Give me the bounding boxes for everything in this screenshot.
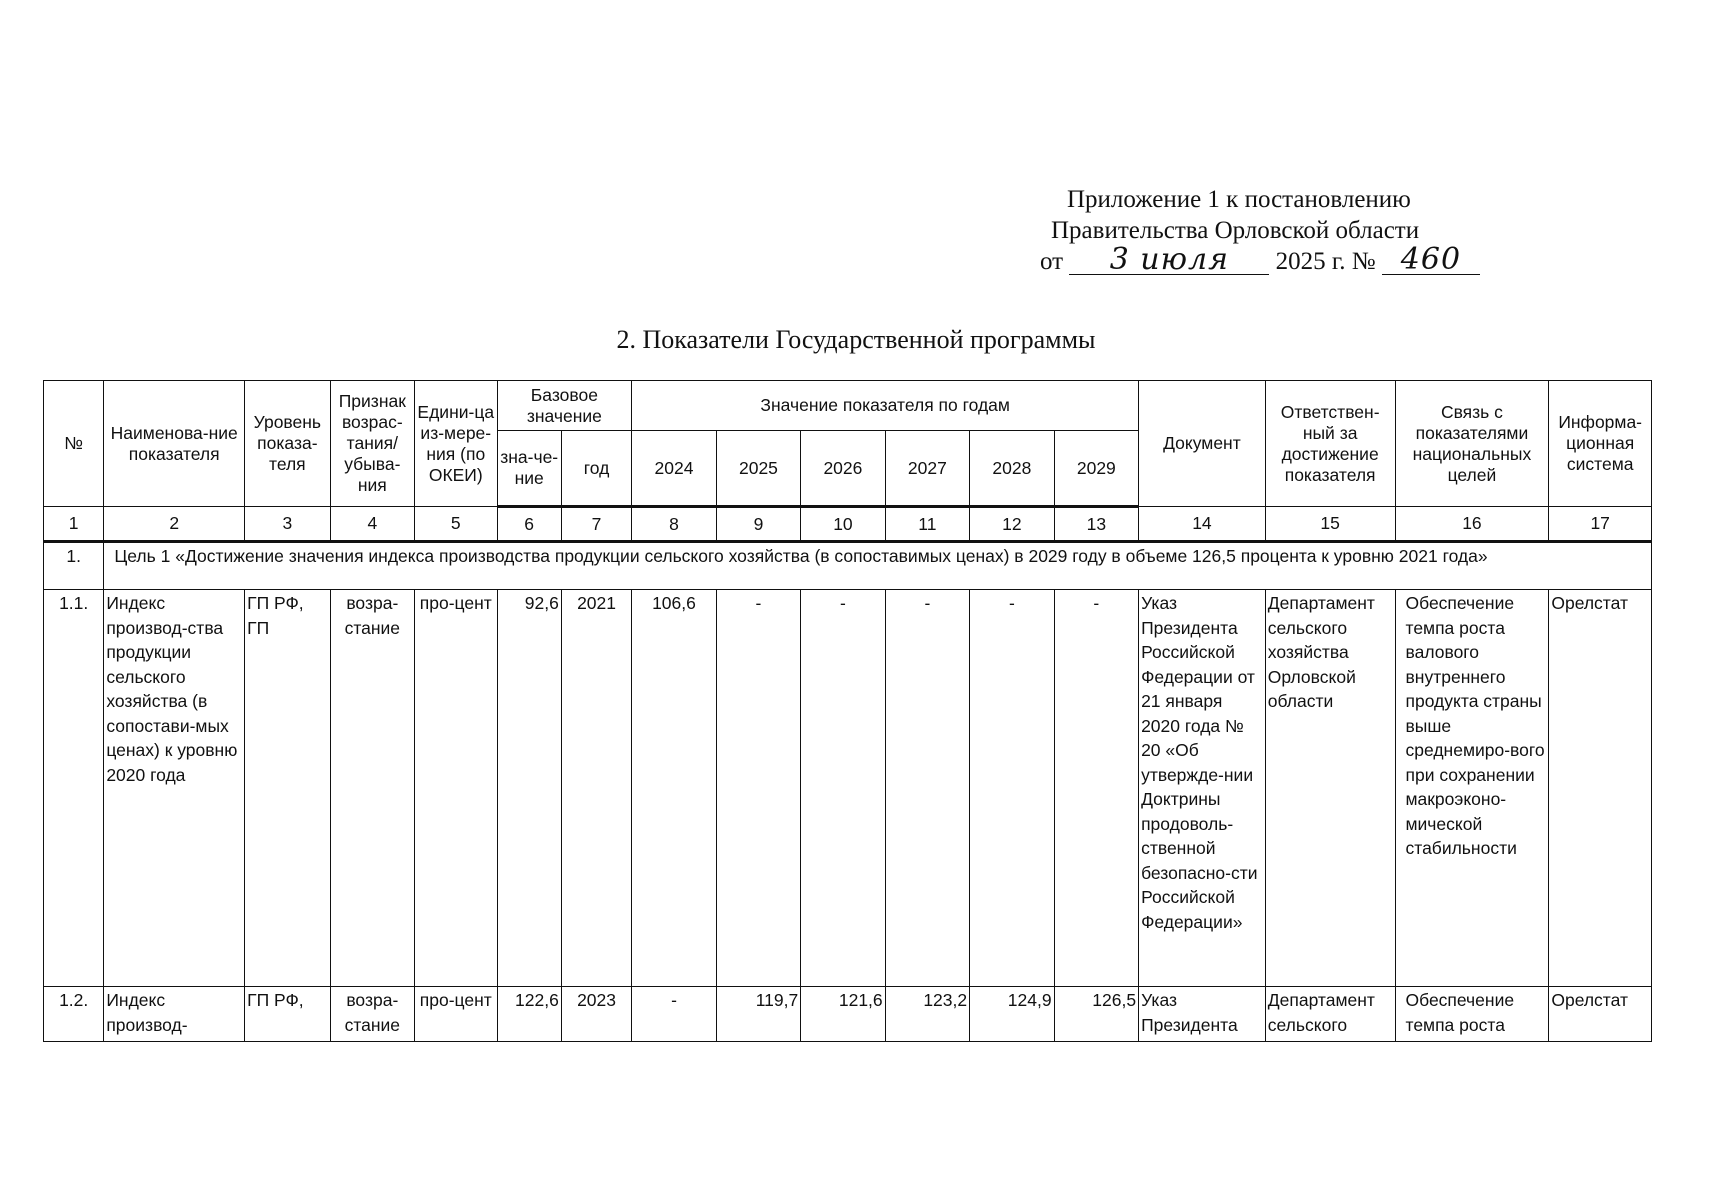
row-document: Указ Президента Российской Федерации от 21 января 2020 года № 20 «Об утвержде-нии Доктрины продоволь-ственной безопасно-сти Российской Федерации» xyxy=(1139,590,1266,987)
column-number: 15 xyxy=(1265,507,1395,542)
goal-num: 1. xyxy=(44,542,104,590)
column-number: 11 xyxy=(885,507,969,542)
appendix-line-1: Приложение 1 к постановлению xyxy=(1067,186,1411,213)
row-name: Индекс производ-ства продукции сельского хозяйства (в сопостави-мых ценах) к уровню 2020 года xyxy=(104,590,245,987)
header-sign: Признак возрас-тания/ убыва-ния xyxy=(330,381,414,507)
header-document: Документ xyxy=(1139,381,1266,507)
column-number: 1 xyxy=(44,507,104,542)
year-text: 2025 г. № xyxy=(1275,248,1376,275)
row-sign: возра-стание xyxy=(330,987,414,1042)
row-value-2024: - xyxy=(632,987,716,1042)
column-number: 16 xyxy=(1395,507,1549,542)
column-number: 6 xyxy=(497,507,561,542)
row-link: Обеспечение темпа роста xyxy=(1395,987,1549,1042)
header-year-2025: 2025 xyxy=(716,431,800,507)
header-name: Наименова-ние показателя xyxy=(104,381,245,507)
indicators-table xyxy=(43,380,1652,1042)
header-year-2026: 2026 xyxy=(801,431,885,507)
column-number: 8 xyxy=(632,507,716,542)
table-row xyxy=(44,987,1652,1042)
row-infosystem: Орелстат xyxy=(1549,590,1652,987)
column-number-row xyxy=(44,507,1652,542)
handwritten-number: 460 xyxy=(1382,246,1480,275)
column-number: 12 xyxy=(970,507,1054,542)
header-unit: Едини-ца из-мере-ния (по ОКЕИ) xyxy=(415,381,497,507)
header-year-2027: 2027 xyxy=(885,431,969,507)
appendix-line-3 xyxy=(1040,242,1480,277)
row-unit: про-цент xyxy=(415,590,497,987)
row-value-2026: 121,6 xyxy=(801,987,885,1042)
header-year-2024: 2024 xyxy=(632,431,716,507)
column-number: 5 xyxy=(415,507,497,542)
appendix-line-2: Правительства Орловской области xyxy=(1051,217,1420,244)
row-num: 1.2. xyxy=(44,987,104,1042)
column-number: 10 xyxy=(801,507,885,542)
row-num: 1.1. xyxy=(44,590,104,987)
handwritten-date: 3 июля xyxy=(1069,246,1269,275)
header-num: № xyxy=(44,381,104,507)
row-value-2028: - xyxy=(970,590,1054,987)
row-document: Указ Президента xyxy=(1139,987,1266,1042)
row-value-2027: - xyxy=(885,590,969,987)
from-prefix: от xyxy=(1040,248,1064,275)
row-unit: про-цент xyxy=(415,987,497,1042)
column-number: 14 xyxy=(1139,507,1266,542)
row-base-year: 2023 xyxy=(561,987,631,1042)
row-base-value: 92,6 xyxy=(497,590,561,987)
header-base-year: год xyxy=(561,431,631,507)
row-value-2024: 106,6 xyxy=(632,590,716,987)
row-responsible: Департамент сельского xyxy=(1265,987,1395,1042)
row-value-2027: 123,2 xyxy=(885,987,969,1042)
row-responsible: Департамент сельского хозяйства Орловской области xyxy=(1265,590,1395,987)
column-number: 7 xyxy=(561,507,631,542)
column-number: 13 xyxy=(1054,507,1138,542)
row-level: ГП РФ, ГП xyxy=(245,590,330,987)
appendix-header xyxy=(1040,184,1480,277)
header-level: Уровень показа-теля xyxy=(245,381,330,507)
header-year-2029: 2029 xyxy=(1054,431,1138,507)
row-value-2026: - xyxy=(801,590,885,987)
header-link: Связь с показателями национальных целей xyxy=(1395,381,1549,507)
header-years-group: Значение показателя по годам xyxy=(632,381,1139,431)
row-name: Индекс производ- xyxy=(104,987,245,1042)
table-row xyxy=(44,590,1652,987)
header-base-value: зна-че-ние xyxy=(497,431,561,507)
page-title: 2. Показатели Государственной программы xyxy=(616,325,1096,354)
row-level: ГП РФ, xyxy=(245,987,330,1042)
row-link: Обеспечение темпа роста валового внутреннего продукта страны выше среднемиро-вого при сохранении макроэконо-мической стабильности xyxy=(1395,590,1549,987)
row-base-value: 122,6 xyxy=(497,987,561,1042)
row-value-2028: 124,9 xyxy=(970,987,1054,1042)
column-number: 4 xyxy=(330,507,414,542)
row-sign: возра-стание xyxy=(330,590,414,987)
row-value-2025: 119,7 xyxy=(716,987,800,1042)
header-responsible: Ответствен-ный за достижение показателя xyxy=(1265,381,1395,507)
row-value-2025: - xyxy=(716,590,800,987)
row-value-2029: 126,5 xyxy=(1054,987,1138,1042)
goal-row xyxy=(44,542,1652,590)
header-infosystem: Информа-ционная система xyxy=(1549,381,1652,507)
row-value-2029: - xyxy=(1054,590,1138,987)
column-number: 17 xyxy=(1549,507,1652,542)
header-year-2028: 2028 xyxy=(970,431,1054,507)
row-infosystem: Орелстат xyxy=(1549,987,1652,1042)
column-number: 2 xyxy=(104,507,245,542)
goal-text: Цель 1 «Достижение значения индекса производства продукции сельского хозяйства (в сопоставимых ценах) в 2029 году в объеме 126,5 процента к уровню 2021 года» xyxy=(104,542,1652,590)
column-number: 9 xyxy=(716,507,800,542)
table-header xyxy=(44,381,1652,507)
row-base-year: 2021 xyxy=(561,590,631,987)
header-base-group: Базовое значение xyxy=(497,381,632,431)
column-number: 3 xyxy=(245,507,330,542)
